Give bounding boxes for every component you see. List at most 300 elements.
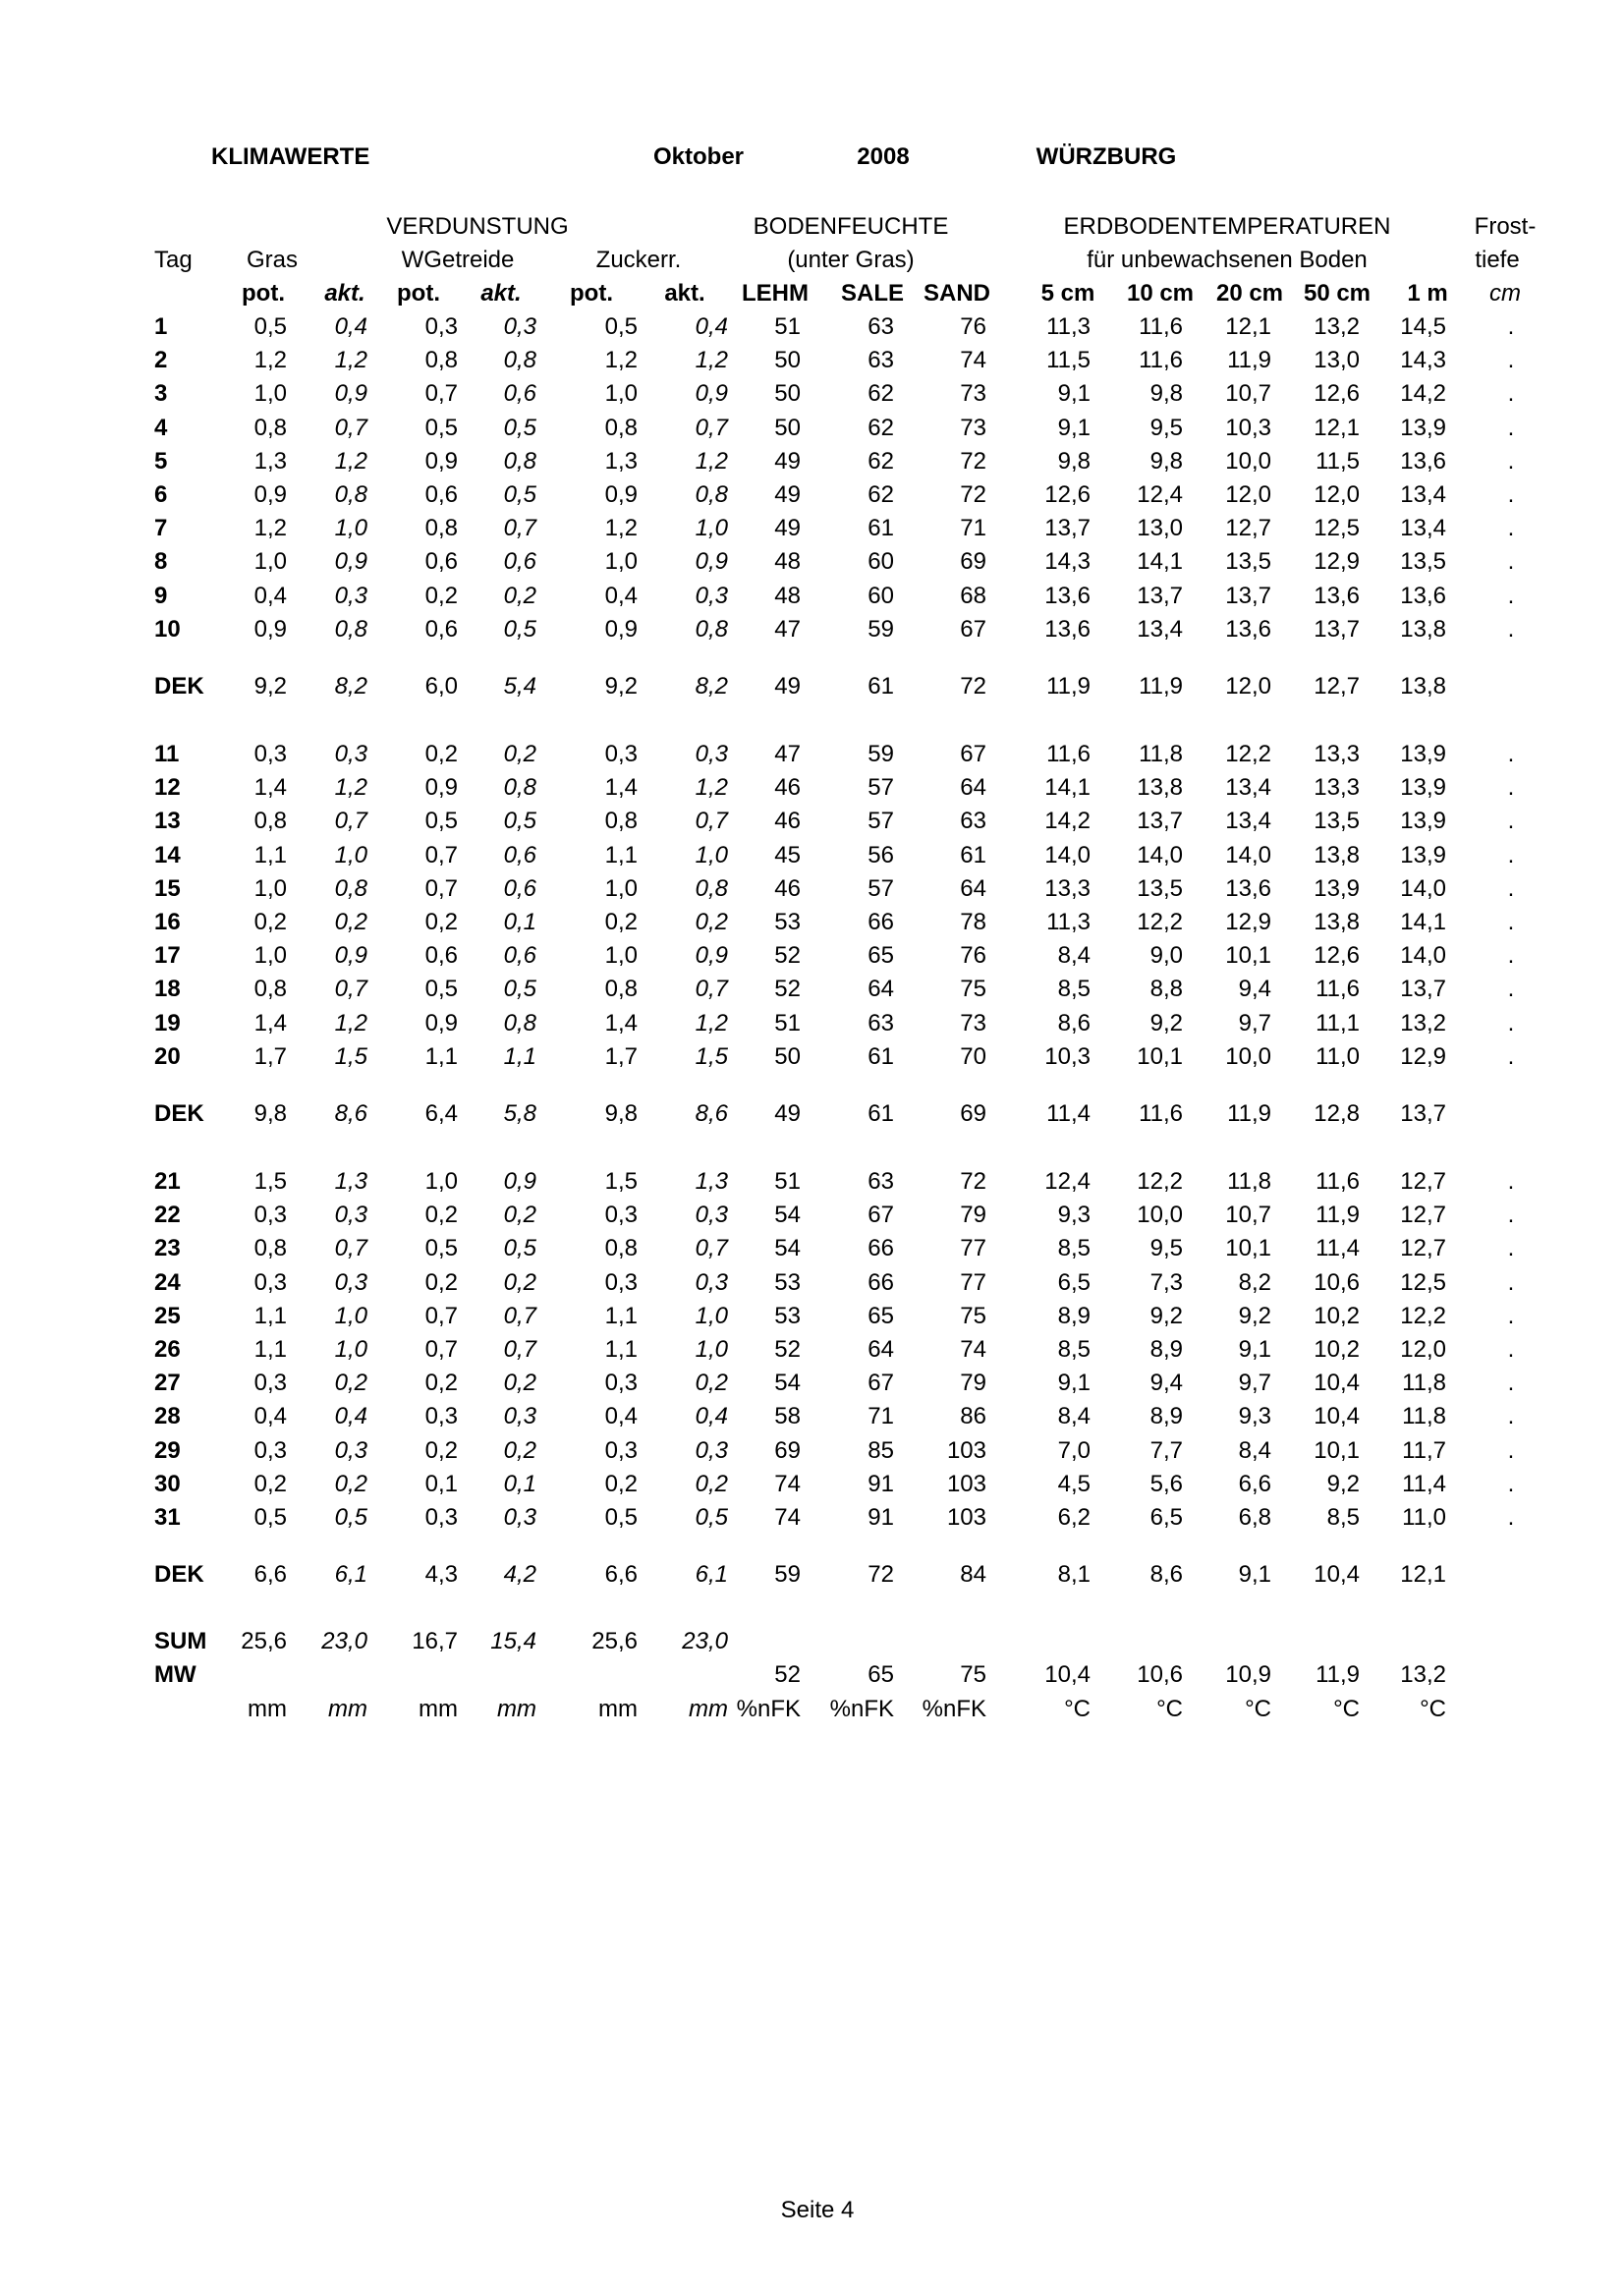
cell-sale: 63 — [868, 313, 894, 340]
cell-tag: 10 — [154, 615, 181, 643]
cell-t5cm: 11,4 — [1046, 1100, 1091, 1127]
cell-sand: 86 — [960, 1403, 986, 1430]
cell-gras-akt: 1,0 — [334, 515, 367, 542]
cell-gras-pot: 0,3 — [253, 741, 287, 767]
cell-zuckerr-akt: 0,7 — [695, 976, 728, 1003]
cell-t1m: 12,7 — [1400, 1235, 1446, 1262]
header-wgetreide: WGetreide — [401, 247, 515, 273]
cell-t50cm: 12,0 — [1314, 481, 1360, 508]
cell-wgetreide-akt: 0,3 — [503, 1504, 536, 1531]
cell-zuckerr-pot: 0,2 — [604, 1470, 638, 1497]
cell-wgetreide-pot: 0,2 — [424, 909, 458, 935]
cell-zuckerr-pot: 1,0 — [604, 874, 638, 902]
cell-lehm: 46 — [774, 774, 801, 802]
cell-tag: 16 — [154, 909, 181, 935]
cell-t50cm: 13,2 — [1314, 313, 1360, 340]
cell-zuckerr-pot: 1,0 — [604, 942, 638, 970]
cell-lehm: 52 — [774, 942, 801, 970]
cell-t5cm: 8,4 — [1057, 1403, 1091, 1430]
cell-frost: . — [1507, 481, 1515, 508]
cell-gras-pot: 1,0 — [253, 942, 287, 970]
doc-month: Oktober — [652, 143, 745, 170]
cell-t10cm: 11,6 — [1139, 347, 1183, 374]
cell-wgetreide-akt: 0,6 — [503, 548, 536, 576]
cell-zuckerr-pot: 0,3 — [604, 1370, 638, 1397]
cell-tag: 19 — [154, 1009, 181, 1036]
cell-t50cm: 11,5 — [1316, 447, 1360, 475]
cell-t1m: 11,8 — [1402, 1370, 1446, 1397]
cell-sand: 72 — [960, 673, 986, 700]
cell-sale: 65 — [868, 942, 894, 970]
header-frost: Frost- — [1474, 213, 1537, 240]
cell-t10cm: 9,8 — [1149, 380, 1183, 408]
cell-sale: 65 — [868, 1302, 894, 1329]
cell-t50cm: 9,2 — [1326, 1470, 1360, 1497]
cell-zuckerr-pot: mm — [598, 1695, 638, 1722]
cell-wgetreide-akt: 0,7 — [503, 515, 536, 542]
cell-frost: . — [1507, 1235, 1515, 1262]
cell-wgetreide-akt: 0,2 — [503, 1370, 536, 1397]
cell-t10cm: 12,2 — [1137, 909, 1183, 935]
cell-zuckerr-akt: 0,9 — [695, 548, 728, 576]
cell-gras-akt: 1,0 — [334, 1336, 367, 1363]
cell-gras-pot: 0,4 — [253, 1403, 287, 1430]
cell-gras-pot: 25,6 — [241, 1628, 287, 1655]
cell-t5cm: 12,4 — [1044, 1168, 1091, 1195]
cell-t20cm: 12,0 — [1225, 673, 1271, 700]
cell-zuckerr-akt: 1,5 — [695, 1042, 728, 1070]
cell-t50cm: 12,8 — [1314, 1100, 1360, 1127]
cell-tag: 13 — [154, 808, 181, 835]
cell-zuckerr-akt: 1,2 — [695, 347, 728, 374]
cell-sand: 71 — [960, 515, 986, 542]
cell-lehm: 49 — [774, 481, 801, 508]
cell-gras-akt: 0,4 — [334, 313, 367, 340]
cell-wgetreide-pot: 1,1 — [424, 1042, 458, 1070]
cell-sand: 77 — [960, 1235, 986, 1262]
cell-t50cm: 11,4 — [1316, 1235, 1360, 1262]
cell-zuckerr-akt: 1,2 — [695, 447, 728, 475]
cell-t10cm: 8,8 — [1149, 976, 1183, 1003]
cell-wgetreide-pot: 0,3 — [424, 1504, 458, 1531]
cell-gras-pot: 1,7 — [253, 1042, 287, 1070]
cell-sale: 57 — [868, 808, 894, 835]
cell-zuckerr-pot: 0,3 — [604, 741, 638, 767]
cell-sale: 62 — [868, 447, 894, 475]
cell-wgetreide-pot: 0,5 — [424, 1235, 458, 1262]
cell-frost: . — [1507, 347, 1515, 374]
cell-wgetreide-pot: 1,0 — [424, 1168, 458, 1195]
cell-sand: 68 — [960, 582, 986, 609]
cell-t10cm: 9,0 — [1149, 942, 1183, 970]
cell-frost: . — [1507, 774, 1515, 802]
cell-frost: . — [1507, 515, 1515, 542]
cell-frost: . — [1507, 976, 1515, 1003]
cell-zuckerr-pot: 0,8 — [604, 414, 638, 441]
cell-t20cm: 13,7 — [1225, 582, 1271, 609]
cell-tag: SUM — [154, 1628, 207, 1655]
cell-lehm: 49 — [774, 515, 801, 542]
cell-t1m: 13,7 — [1400, 976, 1446, 1003]
cell-t50cm: 10,1 — [1314, 1436, 1360, 1464]
cell-frost: . — [1507, 1370, 1515, 1397]
cell-t5cm: 11,3 — [1046, 313, 1091, 340]
cell-t20cm: 6,6 — [1238, 1470, 1271, 1497]
cell-frost: . — [1507, 1268, 1515, 1296]
cell-t50cm: 10,4 — [1314, 1370, 1360, 1397]
cell-zuckerr-pot: 1,2 — [604, 347, 638, 374]
cell-t5cm: 14,0 — [1044, 841, 1091, 868]
cell-zuckerr-akt: 0,8 — [695, 615, 728, 643]
cell-sale: 61 — [868, 515, 894, 542]
cell-t5cm: 11,6 — [1046, 741, 1091, 767]
cell-frost: . — [1507, 874, 1515, 902]
cell-sale: 66 — [868, 1268, 894, 1296]
cell-tag: 28 — [154, 1403, 181, 1430]
cell-lehm: 49 — [774, 447, 801, 475]
cell-sand: 75 — [960, 1302, 986, 1329]
header-tiefe: tiefe — [1475, 247, 1520, 273]
cell-t20cm: 13,6 — [1225, 874, 1271, 902]
cell-zuckerr-pot: 0,5 — [604, 313, 638, 340]
cell-tag: 15 — [154, 874, 181, 902]
cell-t20cm: 13,5 — [1225, 548, 1271, 576]
cell-sand: 77 — [960, 1268, 986, 1296]
cell-sand: 63 — [960, 808, 986, 835]
cell-t10cm: 11,6 — [1139, 1100, 1183, 1127]
cell-t50cm: °C — [1333, 1695, 1360, 1722]
cell-wgetreide-pot: 0,2 — [424, 1202, 458, 1229]
cell-zuckerr-akt: 1,3 — [695, 1168, 728, 1195]
cell-t10cm: °C — [1156, 1695, 1183, 1722]
cell-t1m: 13,6 — [1400, 447, 1446, 475]
cell-t20cm: 10,1 — [1225, 942, 1271, 970]
cell-t10cm: 7,7 — [1149, 1436, 1183, 1464]
cell-zuckerr-pot: 1,1 — [604, 1302, 638, 1329]
cell-tag: 27 — [154, 1370, 181, 1397]
cell-zuckerr-pot: 0,9 — [604, 481, 638, 508]
cell-sand: 76 — [960, 942, 986, 970]
cell-t1m: 11,4 — [1402, 1470, 1446, 1497]
cell-t50cm: 12,1 — [1314, 414, 1360, 441]
cell-lehm: 74 — [774, 1470, 801, 1497]
cell-t10cm: 13,7 — [1137, 808, 1183, 835]
cell-frost: . — [1507, 1302, 1515, 1329]
cell-t1m: 13,9 — [1400, 741, 1446, 767]
cell-zuckerr-akt: 0,8 — [695, 481, 728, 508]
cell-t5cm: 8,4 — [1057, 942, 1091, 970]
cell-t10cm: 5,6 — [1149, 1470, 1183, 1497]
cell-frost: . — [1507, 1436, 1515, 1464]
cell-t20cm: 10,0 — [1225, 447, 1271, 475]
cell-gras-pot: 1,5 — [253, 1168, 287, 1195]
cell-gras-pot: 1,4 — [253, 774, 287, 802]
subheader-sand: SAND — [923, 280, 991, 307]
cell-wgetreide-akt: 0,6 — [503, 380, 536, 408]
cell-zuckerr-akt: 0,7 — [695, 414, 728, 441]
cell-t5cm: 14,3 — [1044, 548, 1091, 576]
cell-gras-akt: 8,2 — [334, 673, 367, 700]
cell-lehm: 46 — [774, 808, 801, 835]
subheader-gras-pot: pot. — [242, 280, 285, 307]
cell-zuckerr-akt: 0,9 — [695, 942, 728, 970]
cell-wgetreide-pot: 0,6 — [424, 615, 458, 643]
cell-t10cm: 12,4 — [1137, 481, 1183, 508]
header-tag: Tag — [154, 247, 193, 273]
cell-t5cm: 12,6 — [1044, 481, 1091, 508]
cell-t20cm: 9,2 — [1238, 1302, 1271, 1329]
cell-lehm: 51 — [774, 1168, 801, 1195]
cell-t10cm: 10,6 — [1137, 1661, 1183, 1689]
cell-wgetreide-pot: 0,7 — [424, 874, 458, 902]
cell-t50cm: 13,8 — [1314, 841, 1360, 868]
cell-zuckerr-pot: 9,8 — [604, 1100, 638, 1127]
cell-t20cm: 11,9 — [1227, 347, 1271, 374]
subheader-t5cm: 5 cm — [1040, 280, 1095, 307]
cell-gras-pot: 0,2 — [253, 909, 287, 935]
cell-t5cm: 4,5 — [1057, 1470, 1091, 1497]
cell-t1m: 13,9 — [1400, 414, 1446, 441]
cell-wgetreide-pot: 0,9 — [424, 447, 458, 475]
cell-tag: 17 — [154, 942, 181, 970]
cell-gras-akt: 1,3 — [334, 1168, 367, 1195]
cell-gras-akt: 0,3 — [334, 1268, 367, 1296]
cell-wgetreide-akt: 0,2 — [503, 1202, 536, 1229]
cell-gras-pot: 1,4 — [253, 1009, 287, 1036]
cell-gras-pot: 1,2 — [253, 515, 287, 542]
subheader-gras-akt: akt. — [324, 280, 365, 307]
cell-zuckerr-akt: mm — [689, 1695, 728, 1722]
cell-t5cm: 13,6 — [1044, 582, 1091, 609]
cell-zuckerr-akt: 0,2 — [695, 1370, 728, 1397]
cell-t1m: 11,0 — [1402, 1504, 1446, 1531]
cell-wgetreide-akt: 0,2 — [503, 1268, 536, 1296]
cell-gras-pot: 1,0 — [253, 548, 287, 576]
cell-t1m: 13,4 — [1400, 515, 1446, 542]
cell-wgetreide-pot: 6,4 — [424, 1100, 458, 1127]
cell-t1m: 12,5 — [1400, 1268, 1446, 1296]
cell-sale: 56 — [868, 841, 894, 868]
cell-sand: 64 — [960, 874, 986, 902]
cell-wgetreide-akt: 5,4 — [503, 673, 536, 700]
doc-station: WÜRZBURG — [1036, 143, 1177, 170]
cell-wgetreide-akt: 1,1 — [503, 1042, 536, 1070]
cell-gras-pot: 9,2 — [253, 673, 287, 700]
cell-gras-akt: 0,2 — [334, 1470, 367, 1497]
cell-t1m: 13,8 — [1400, 673, 1446, 700]
cell-gras-akt: 0,7 — [334, 976, 367, 1003]
cell-t5cm: 8,5 — [1057, 976, 1091, 1003]
cell-t20cm: 13,4 — [1225, 808, 1271, 835]
cell-frost: . — [1507, 741, 1515, 767]
cell-lehm: 50 — [774, 414, 801, 441]
cell-sand: 70 — [960, 1042, 986, 1070]
cell-t1m: 13,4 — [1400, 481, 1446, 508]
cell-sale: 66 — [868, 1235, 894, 1262]
cell-t1m: 14,1 — [1400, 909, 1446, 935]
cell-sale: 59 — [868, 615, 894, 643]
cell-wgetreide-pot: 0,6 — [424, 548, 458, 576]
cell-t5cm: 9,1 — [1057, 414, 1091, 441]
cell-gras-akt: mm — [328, 1695, 367, 1722]
cell-tag: 18 — [154, 976, 181, 1003]
cell-t1m: 12,1 — [1400, 1561, 1446, 1589]
cell-t5cm: 11,9 — [1046, 673, 1091, 700]
cell-t20cm: 10,7 — [1225, 1202, 1271, 1229]
cell-gras-pot: 1,1 — [253, 1336, 287, 1363]
cell-tag: 29 — [154, 1436, 181, 1464]
cell-t10cm: 9,2 — [1149, 1302, 1183, 1329]
cell-t1m: 13,5 — [1400, 548, 1446, 576]
cell-zuckerr-akt: 0,7 — [695, 1235, 728, 1262]
cell-t5cm: 14,1 — [1044, 774, 1091, 802]
subheader-wgetreide-akt: akt. — [480, 280, 522, 307]
cell-tag: 14 — [154, 841, 181, 868]
cell-frost: . — [1507, 548, 1515, 576]
cell-t1m: 14,0 — [1400, 874, 1446, 902]
cell-gras-akt: 0,8 — [334, 615, 367, 643]
cell-zuckerr-pot: 1,5 — [604, 1168, 638, 1195]
cell-wgetreide-pot: 0,7 — [424, 380, 458, 408]
cell-t1m: 13,9 — [1400, 841, 1446, 868]
cell-lehm: 49 — [774, 673, 801, 700]
cell-t5cm: 6,5 — [1057, 1268, 1091, 1296]
cell-wgetreide-pot: 0,8 — [424, 347, 458, 374]
cell-t10cm: 14,0 — [1137, 841, 1183, 868]
cell-zuckerr-pot: 0,9 — [604, 615, 638, 643]
cell-gras-pot: 1,1 — [253, 1302, 287, 1329]
cell-sand: 72 — [960, 1168, 986, 1195]
cell-sale: 64 — [868, 976, 894, 1003]
cell-t1m: 12,0 — [1400, 1336, 1446, 1363]
cell-zuckerr-akt: 0,3 — [695, 741, 728, 767]
cell-t5cm: 13,7 — [1044, 515, 1091, 542]
cell-sale: 61 — [868, 673, 894, 700]
cell-sale: 66 — [868, 909, 894, 935]
cell-gras-akt: 1,2 — [334, 347, 367, 374]
cell-t50cm: 12,7 — [1314, 673, 1360, 700]
cell-wgetreide-pot: 0,7 — [424, 1336, 458, 1363]
cell-sand: 79 — [960, 1370, 986, 1397]
cell-wgetreide-akt: 0,5 — [503, 976, 536, 1003]
cell-gras-akt: 0,5 — [334, 1504, 367, 1531]
cell-sale: 65 — [868, 1661, 894, 1689]
cell-t20cm: 12,1 — [1225, 313, 1271, 340]
cell-sale: 67 — [868, 1370, 894, 1397]
cell-zuckerr-pot: 1,1 — [604, 841, 638, 868]
cell-lehm: 74 — [774, 1504, 801, 1531]
cell-zuckerr-akt: 1,0 — [695, 1302, 728, 1329]
cell-wgetreide-akt: 5,8 — [503, 1100, 536, 1127]
cell-gras-akt: 23,0 — [321, 1628, 367, 1655]
cell-sand: %nFK — [922, 1695, 986, 1722]
cell-lehm: 53 — [774, 1268, 801, 1296]
cell-lehm: 51 — [774, 313, 801, 340]
header-unter-gras: (unter Gras) — [787, 247, 915, 273]
cell-sale: 64 — [868, 1336, 894, 1363]
cell-t5cm: 10,4 — [1044, 1661, 1091, 1689]
cell-zuckerr-pot: 1,0 — [604, 548, 638, 576]
cell-sale: 61 — [868, 1100, 894, 1127]
cell-sand: 78 — [960, 909, 986, 935]
cell-lehm: 47 — [774, 615, 801, 643]
cell-t5cm: 14,2 — [1044, 808, 1091, 835]
cell-tag: DEK — [154, 673, 204, 700]
cell-t10cm: 11,9 — [1139, 673, 1183, 700]
cell-zuckerr-akt: 6,1 — [695, 1561, 728, 1589]
cell-frost: . — [1507, 380, 1515, 408]
cell-sale: 91 — [868, 1504, 894, 1531]
cell-t50cm: 13,7 — [1314, 615, 1360, 643]
cell-t20cm: 9,7 — [1238, 1009, 1271, 1036]
cell-zuckerr-pot: 1,4 — [604, 774, 638, 802]
cell-t20cm: 10,7 — [1225, 380, 1271, 408]
cell-frost: . — [1507, 1202, 1515, 1229]
cell-t10cm: 12,2 — [1137, 1168, 1183, 1195]
cell-t5cm: 11,5 — [1046, 347, 1091, 374]
cell-t20cm: 11,9 — [1227, 1100, 1271, 1127]
cell-zuckerr-pot: 9,2 — [604, 673, 638, 700]
cell-tag: 31 — [154, 1504, 181, 1531]
cell-t20cm: 6,8 — [1238, 1504, 1271, 1531]
cell-t20cm: 10,9 — [1225, 1661, 1271, 1689]
cell-wgetreide-akt: 0,6 — [503, 942, 536, 970]
cell-wgetreide-akt: 0,6 — [503, 841, 536, 868]
cell-sale: 71 — [868, 1403, 894, 1430]
cell-t10cm: 7,3 — [1149, 1268, 1183, 1296]
cell-t10cm: 14,1 — [1137, 548, 1183, 576]
cell-t10cm: 13,8 — [1137, 774, 1183, 802]
cell-t5cm: 6,2 — [1057, 1504, 1091, 1531]
cell-gras-akt: 0,2 — [334, 909, 367, 935]
cell-gras-akt: 0,2 — [334, 1370, 367, 1397]
cell-frost: . — [1507, 1168, 1515, 1195]
cell-t50cm: 10,2 — [1314, 1302, 1360, 1329]
cell-lehm: 47 — [774, 741, 801, 767]
cell-lehm: 50 — [774, 380, 801, 408]
cell-sale: 60 — [868, 582, 894, 609]
cell-gras-pot: 0,3 — [253, 1370, 287, 1397]
cell-zuckerr-pot: 0,3 — [604, 1268, 638, 1296]
cell-t50cm: 13,8 — [1314, 909, 1360, 935]
cell-zuckerr-akt: 0,4 — [695, 1403, 728, 1430]
cell-t20cm: 11,8 — [1227, 1168, 1271, 1195]
cell-t10cm: 13,0 — [1137, 515, 1183, 542]
cell-gras-akt: 1,2 — [334, 774, 367, 802]
subheader-zuckerr-pot: pot. — [570, 280, 613, 307]
cell-t5cm: 8,6 — [1057, 1009, 1091, 1036]
cell-gras-pot: 0,3 — [253, 1268, 287, 1296]
cell-t1m: 13,7 — [1400, 1100, 1446, 1127]
cell-zuckerr-pot: 1,0 — [604, 380, 638, 408]
cell-frost: . — [1507, 1504, 1515, 1531]
subheader-zuckerr-akt: akt. — [664, 280, 705, 307]
cell-t1m: 13,2 — [1400, 1009, 1446, 1036]
cell-zuckerr-akt: 0,3 — [695, 582, 728, 609]
cell-gras-pot: mm — [248, 1695, 287, 1722]
cell-zuckerr-akt: 0,2 — [695, 909, 728, 935]
cell-t50cm: 11,9 — [1316, 1202, 1360, 1229]
cell-t20cm: 9,1 — [1238, 1561, 1271, 1589]
cell-lehm: 69 — [774, 1436, 801, 1464]
cell-gras-pot: 0,5 — [253, 1504, 287, 1531]
cell-tag: MW — [154, 1661, 196, 1689]
cell-lehm: 49 — [774, 1100, 801, 1127]
cell-sand: 76 — [960, 313, 986, 340]
cell-t50cm: 10,6 — [1314, 1268, 1360, 1296]
cell-gras-pot: 1,0 — [253, 380, 287, 408]
cell-frost: . — [1507, 447, 1515, 475]
